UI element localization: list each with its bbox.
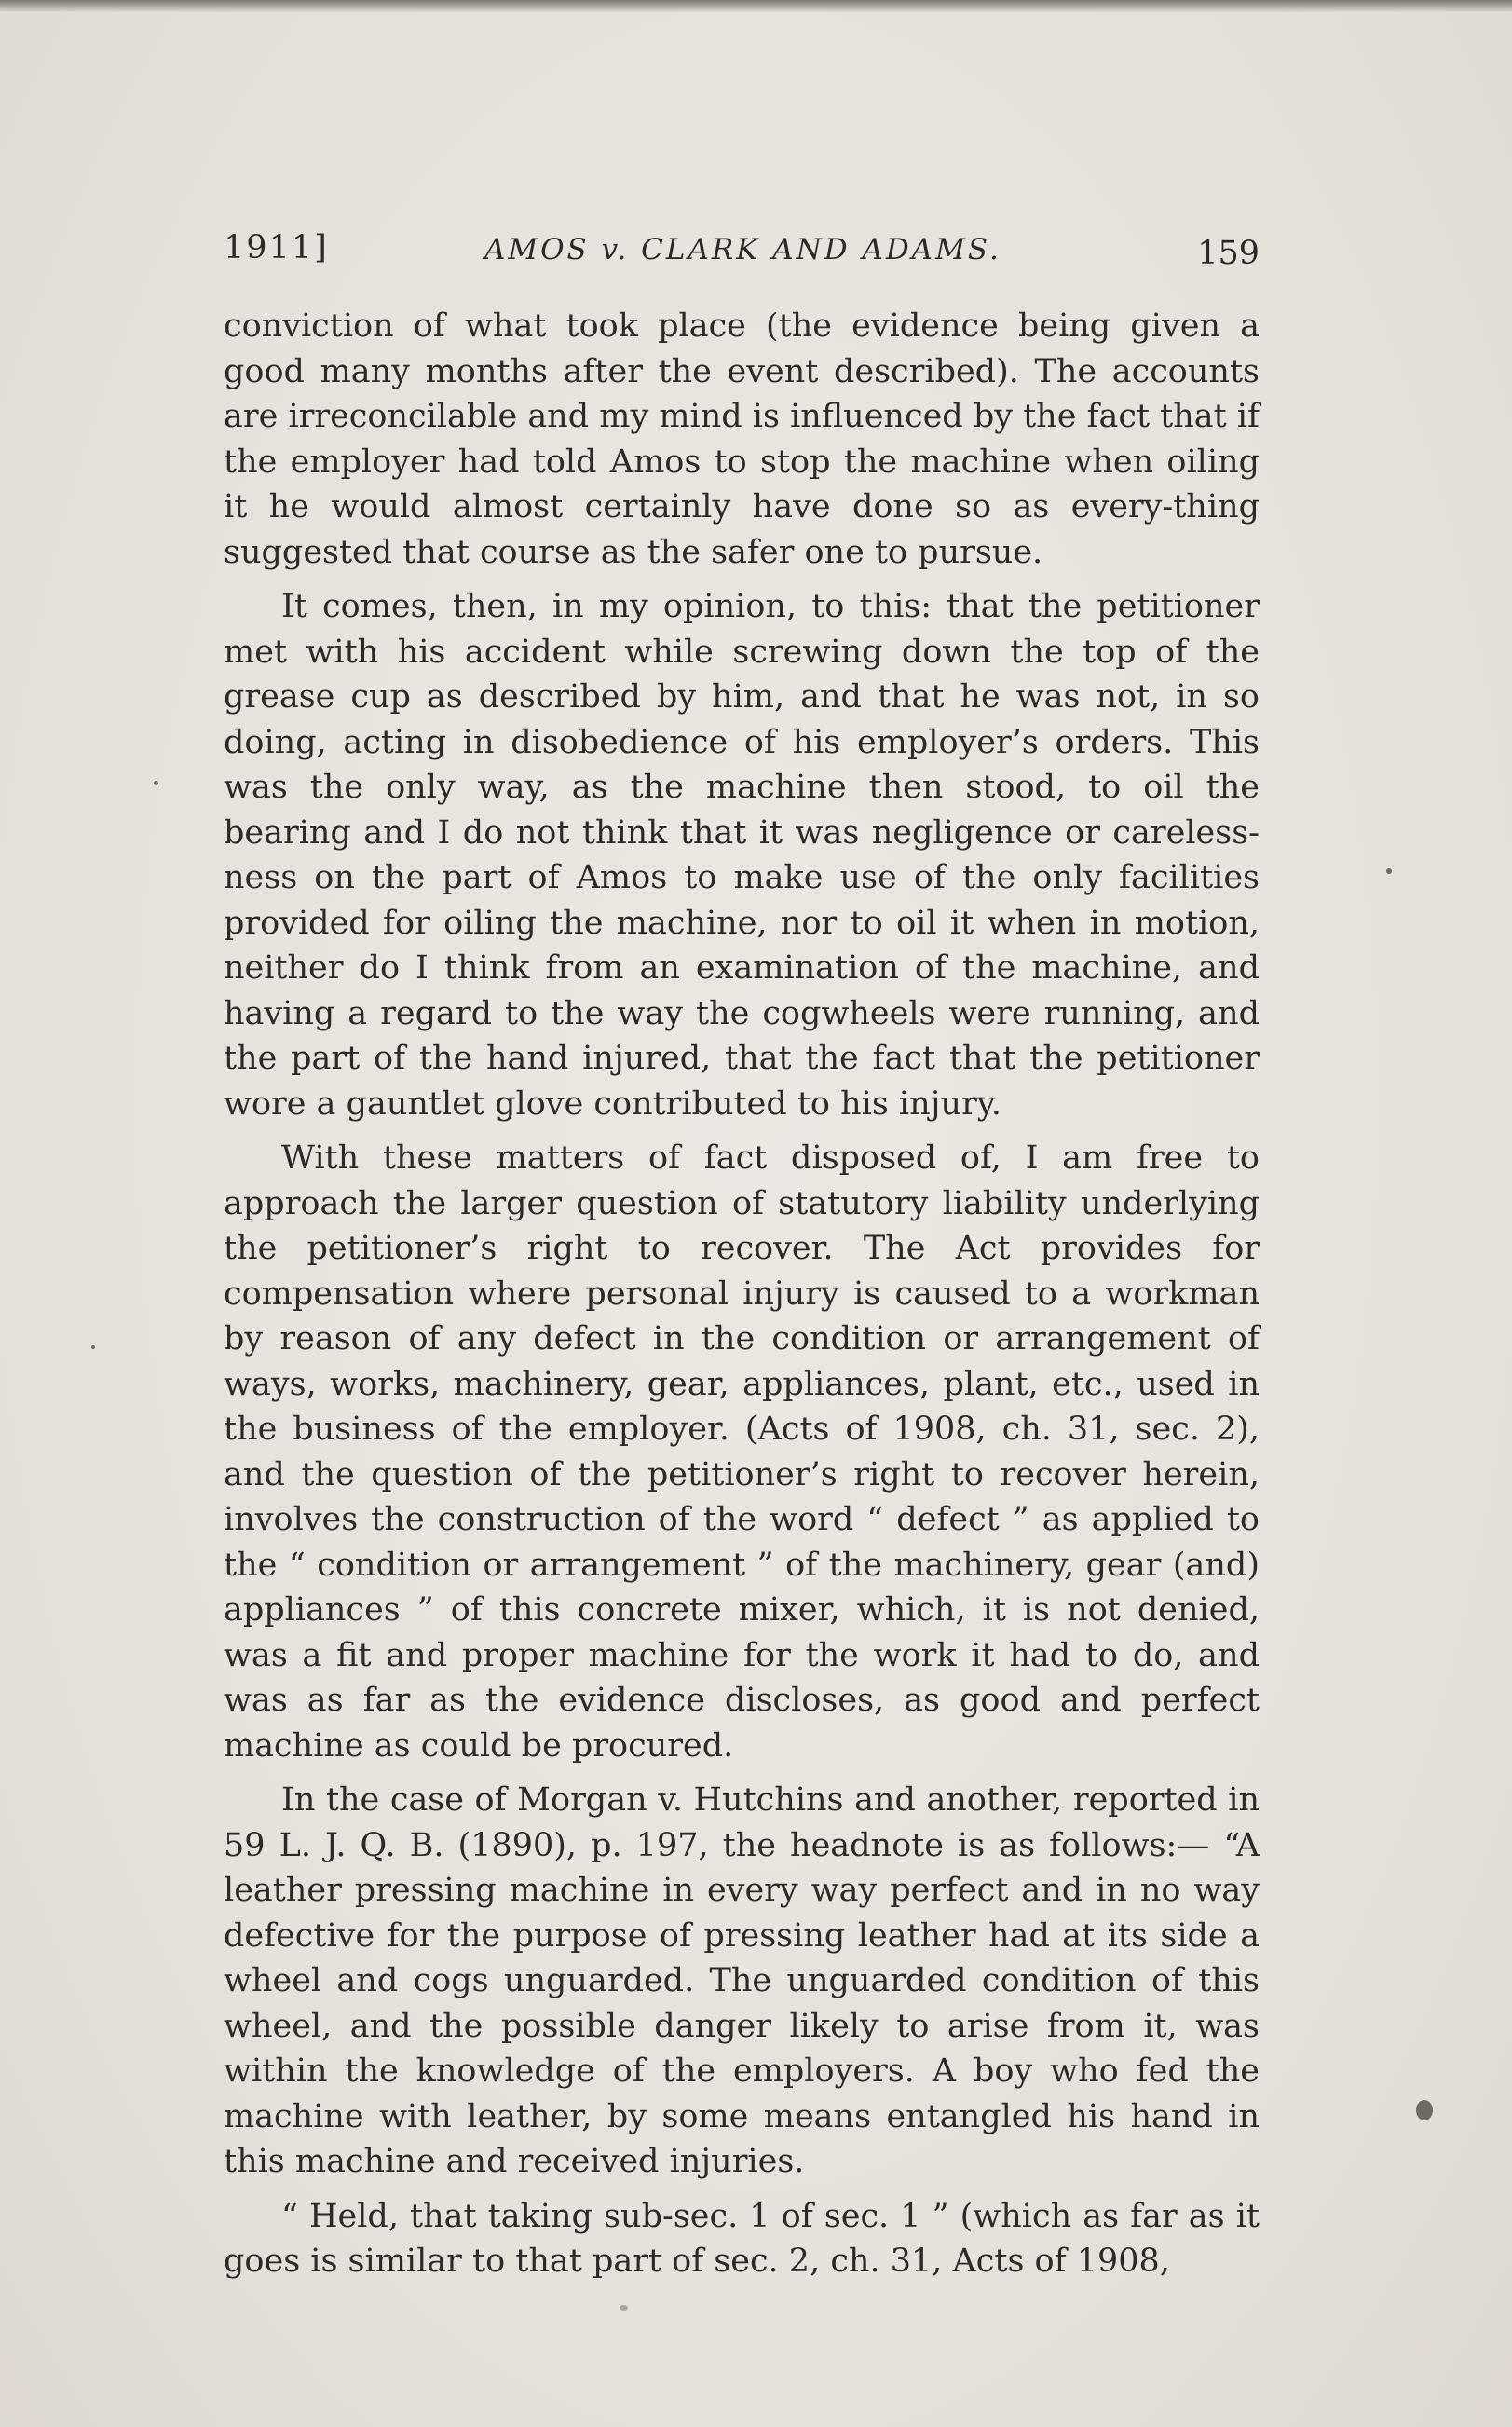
paragraph-continuation: conviction of what took place (the evidence being given a good many months after the event described). The accounts are irreconcilable and my mind is influenced by the fact that if the employer had told Amos to stop the machine when oiling it he would almost certainly have done so as every-thing suggested that course as the safer one to pursue. bbox=[224, 307, 1260, 571]
paragraph-held: “ Held, that taking sub-sec. 1 of sec. 1 ” (which as far as it goes is similar to that part of sec. 2, ch. 31, Acts of 1908, bbox=[224, 2197, 1260, 2280]
running-head bbox=[224, 229, 1260, 285]
page-number: 159 bbox=[1197, 235, 1260, 272]
paper-speck bbox=[620, 2305, 628, 2311]
body-text bbox=[224, 304, 1260, 2294]
paragraph-statutory-liability: With these matters of fact disposed of, I am free to approach the larger question of statutory liability underlying the petitioner’s right to recover. The Act provides for compensation where personal injury is caused to a workman by reason of any defect in the condition or arrangement of ways, works, machinery, gear, appliances, plant, etc., used in the business of the employer. (Acts of 1908, ch. 31, sec. 2), and the question of the petitioner’s right to recover herein, involves the construction of the word “ defect ” as applied to the “ condition or arrangement ” of the machinery, gear (and) appliances ” of this concrete mixer, which, it is not denied, was a fit and proper machine for the work it had to do, and was as far as the evidence discloses, as good and perfect machine as could be procured. bbox=[224, 1139, 1260, 1765]
header-case-title: AMOS v. CLARK AND ADAMS. bbox=[484, 233, 1001, 266]
header-year: 1911] bbox=[224, 229, 329, 266]
paragraph-opinion: It comes, then, in my opinion, to this: that the petitioner met with his accident while screwing down the top of the grease cup as described by him, and that he was not, in so doing, acting in disobedience of his employer’s orders. This was the only way, as the machine then stood, to oil the bearing and I do not think that it was negligence or careless-ness on the part of Amos to make use of the only facilities provided for oiling the machine, nor to oil it when in motion, neither do I think from an examination of the machine, and having a regard to the way the cogwheels were running, and the part of the hand injured, that the fact that the petitioner wore a gauntlet glove contributed to his injury. bbox=[224, 588, 1260, 1123]
book-page bbox=[0, 13, 1512, 2427]
paper-speck bbox=[154, 781, 158, 785]
page-top-edge bbox=[0, 0, 1512, 13]
paper-speck bbox=[1416, 2100, 1433, 2120]
paper-speck bbox=[1386, 868, 1392, 874]
paper-speck bbox=[91, 1345, 95, 1349]
paragraph-morgan-v-hutchins: In the case of Morgan v. Hutchins and another, reported in 59 L. J. Q. B. (1890), p. 197, the headnote is as follows:— “A leather pressing machine in every way perfect and in no way defective for the purpose of pressing leather had at its side a wheel and cogs unguarded. The unguarded condition of this wheel, and the possible danger likely to arise from it, was within the knowledge of the employers. A boy who fed the machine with leather, by some means entangled his hand in this machine and received injuries. bbox=[224, 1781, 1260, 2180]
